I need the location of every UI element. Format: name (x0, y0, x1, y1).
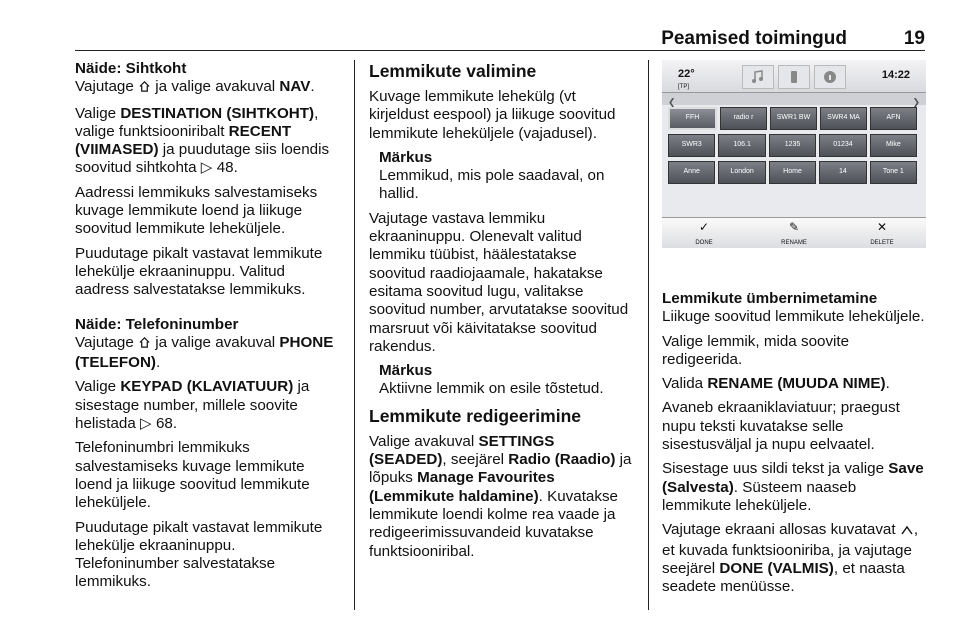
favourite-button[interactable]: London (718, 161, 765, 184)
favourite-button[interactable]: 106.1 (718, 134, 765, 157)
paragraph: Puudutage pikalt vastavat lemmikute lehekülje ekraaninuppu. Valitud aadress salvestatakse lemmikuks. (75, 244, 323, 299)
favourite-button[interactable]: SWR3 (668, 134, 715, 157)
info-icon[interactable] (814, 65, 846, 89)
phone-icon[interactable] (778, 65, 810, 89)
paragraph: Sisestage uus sildi tekst ja valige Save (Salvesta). Süsteem naaseb lemmikute leheküljele. (662, 460, 924, 514)
favourite-button[interactable]: 14 (819, 161, 866, 184)
paragraph: Vajutage vastava lemmiku ekraaninuppu. Olenevalt valitud lemmiku tüübist, häälestatakse soovitud raadiojaamale, hakatakse esitama soovitud lugu, valitakse soovitud number, arvutatakse soovitud marsruut või käivitatakse soovitud rakendus. (369, 209, 629, 355)
chevron-right-icon[interactable]: ❯ (912, 97, 920, 107)
paragraph: Puudutage pikalt vastavat lemmikute lehekülje ekraaninuppu. Telefoninumber salvestatakse lemmikuks. (75, 518, 323, 591)
note-heading: Märkus (379, 362, 433, 380)
favourites-row (668, 107, 920, 130)
paragraph: Kuvage lemmikute lehekülg (vt kirjeldust eespool) ja liikuge soovitud lemmikute leheküljele (vajadusel). (369, 88, 616, 142)
pencil-icon: ✎ (788, 220, 800, 234)
favourite-button[interactable]: FFH (668, 107, 717, 130)
page-arrows (662, 93, 926, 105)
page-ref-arrow-icon: ▷ (200, 159, 213, 177)
page-ref[interactable]: 68. (155, 415, 178, 433)
heading-phone: Näide: Telefoninumber (75, 315, 239, 333)
note-text: Aktiivne lemmik on esile tõstetud. (379, 380, 604, 398)
favourite-button[interactable]: SWR1 BW (770, 107, 817, 130)
column-3 (662, 60, 928, 602)
rename-button[interactable]: ✎ RENAME (764, 220, 824, 248)
favourite-button[interactable]: AFN (870, 107, 917, 130)
paragraph: Valida RENAME (MUUDA NIME). (662, 375, 890, 393)
column-1 (75, 60, 341, 598)
heading-destination: Näide: Sihtkoht (75, 60, 187, 77)
close-icon: ✕ (876, 220, 888, 234)
home-icon (138, 336, 151, 354)
paragraph: Vajutage ekraani allosas kuvatavat , et kuvada funktsiooniriba, ja vajutage seejärel DONE (VALMIS), et naasta seadete menüüsse. (662, 521, 919, 596)
column-divider (648, 60, 649, 610)
heading-edit-favourites: Lemmikute redigeerimine (369, 405, 582, 426)
favourite-button[interactable]: radio r (720, 107, 767, 130)
paragraph: Vajutage ja valige avakuval PHONE (TELEFON). (75, 333, 334, 372)
clock: 14:22 (881, 69, 910, 81)
music-note-icon[interactable] (742, 65, 774, 89)
paragraph: Valige avakuval SETTINGS (SEADED), seejärel Radio (Raadio) ja lõpuks Manage Favourites (Lemmikute haldamine). Kuvatakse lemmikute loendi kolme rea vaade ja redigeerimissuvandeid kuvatakse funktsiooniribal. (369, 432, 632, 560)
column-2 (369, 60, 635, 567)
paragraph: Avaneb ekraaniklaviatuur; praegust nupu teksti kuvatakse selle sisestusväljal ja nupu eelvaatel. (662, 399, 900, 454)
paragraph: Aadressi lemmikuks salvestamiseks kuvage lemmikute loend ja liikuge soovitud lemmikute leheküljele. (75, 183, 318, 238)
page-ref-arrow-icon: ▷ (140, 415, 152, 433)
heading-select-favourites: Lemmikute valimine (369, 61, 537, 81)
heading-rename-favourites: Lemmikute ümbernimetamine (662, 290, 878, 307)
note-heading: Märkus (379, 148, 433, 166)
paragraph: Valige KEYPAD (KLAVIATUUR) ja sisestage number, millele soovite helistada ▷ 68. (75, 378, 310, 433)
favourite-button[interactable]: 01234 (819, 134, 866, 157)
check-icon: ✓ (698, 220, 710, 234)
note-text: Lemmikud, mis pole saadaval, on hallid. (379, 167, 605, 203)
function-bar (662, 217, 926, 248)
favourites-screen-image (662, 60, 926, 248)
status-bar (662, 60, 926, 93)
section-title: Peamised toimingud (661, 28, 847, 49)
page-header (75, 28, 925, 51)
paragraph: Vajutage ja valige avakuval NAV. (75, 78, 341, 98)
favourites-row (668, 161, 920, 184)
done-button[interactable]: ✓ DONE (674, 220, 734, 248)
paragraph: Telefoninumbri lemmikuks salvestamiseks kuvage lemmikute loend ja liikuge soovitud lemmikute leheküljele. (75, 439, 310, 512)
paragraph: Valige DESTINATION (SIHTKOHT), valige funktsiooniribalt RECENT (VIIMASED) ja puudutage siis loendis soovitud sihtkohta ▷ 48. (75, 104, 330, 177)
paragraph: Valige lemmik, mida soovite redigeerida. (662, 332, 850, 368)
favourite-button[interactable]: Mike (870, 134, 917, 157)
temperature: 22° (678, 68, 695, 80)
favourite-button[interactable]: Home (769, 161, 816, 184)
favourite-button[interactable]: Tone 1 (870, 161, 917, 184)
home-icon (138, 80, 151, 98)
page-ref[interactable]: 48. (216, 159, 238, 177)
delete-button[interactable]: ✕ DELETE (852, 220, 912, 248)
favourite-button[interactable]: SWR4 MA (820, 107, 867, 130)
favourite-button[interactable]: 1235 (769, 134, 816, 157)
favourites-row (668, 134, 920, 157)
paragraph: Liikuge soovitud lemmikute leheküljele. (662, 308, 925, 326)
column-divider (354, 60, 355, 610)
chevron-up-icon (900, 523, 914, 541)
chevron-left-icon[interactable]: ❮ (668, 97, 676, 107)
tp-indicator: [TP] (678, 84, 690, 90)
favourite-button[interactable]: Anne (668, 161, 715, 184)
favourites-grid (668, 107, 920, 188)
page-number: 19 (903, 28, 925, 49)
